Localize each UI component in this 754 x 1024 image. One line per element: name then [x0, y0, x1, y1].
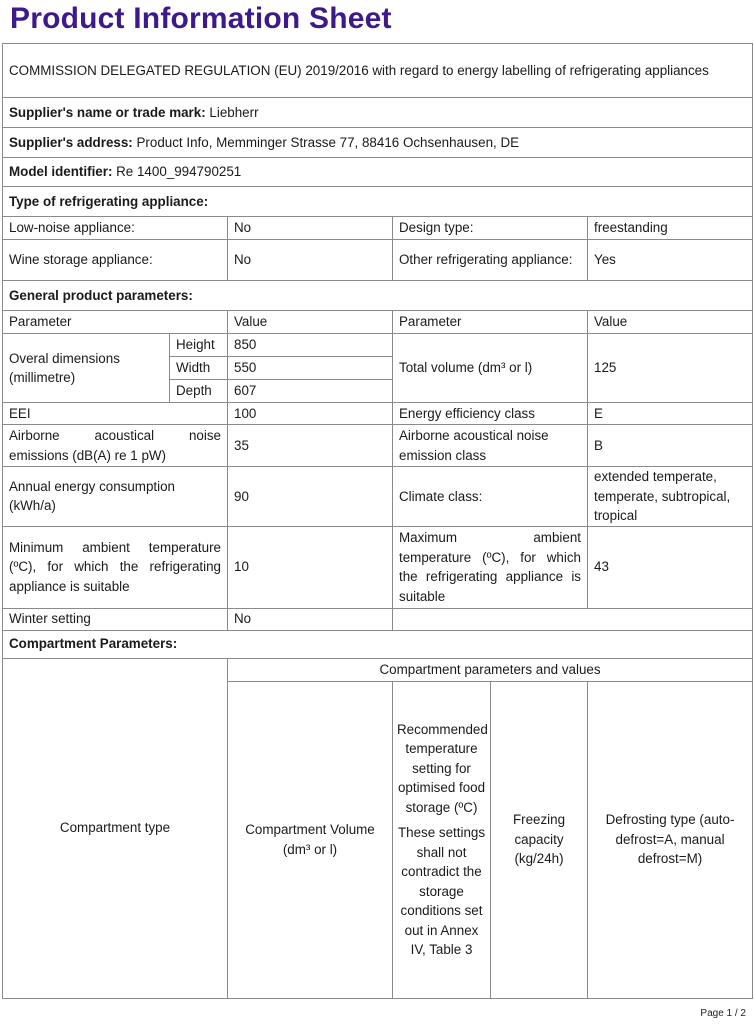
wine-storage-value: No — [228, 240, 393, 281]
width-value: 550 — [228, 357, 393, 380]
height-label: Height — [170, 334, 228, 357]
width-label: Width — [170, 357, 228, 380]
depth-value: 607 — [228, 380, 393, 403]
annual-row — [3, 467, 753, 527]
depth-label: Depth — [170, 380, 228, 403]
low-noise-value: No — [228, 217, 393, 240]
parameter-header: Parameter — [3, 311, 228, 334]
supplier-name-value: Liebherr — [209, 104, 259, 120]
noise-class-label: Airborne acoustical noise emission class — [393, 425, 588, 467]
annual-energy-value: 90 — [228, 467, 393, 527]
supplier-address-label: Supplier's address: — [9, 134, 133, 150]
wine-storage-label: Wine storage appliance: — [3, 240, 228, 281]
other-appliance-label: Other refrigerating appliance: — [393, 240, 588, 281]
value-header-2: Value — [588, 311, 753, 334]
eei-row — [3, 403, 753, 425]
compartment-heading: Compartment Parameters: — [3, 630, 753, 658]
compartment-header-row — [3, 658, 753, 681]
supplier-address-value: Product Info, Memminger Strasse 77, 88416 Ochsenhausen, DE — [136, 134, 520, 150]
freezing-capacity-header: Freezing capacity (kg/24h) — [491, 681, 588, 998]
temperature-row — [3, 526, 753, 608]
value-header: Value — [228, 311, 393, 334]
type-heading-row — [3, 187, 753, 217]
noise-emissions-label: Airborne acoustical noise emissions (dB(A) re 1 pW) — [3, 425, 228, 467]
general-header-row — [3, 311, 753, 334]
page-number: Page 1 / 2 — [700, 1008, 746, 1019]
total-volume-value: 125 — [588, 334, 753, 403]
noise-row — [3, 425, 753, 467]
min-temp-label: Minimum ambient temperature (ºC), for which the refrigerating appliance is suitable — [3, 526, 228, 608]
eei-value: 100 — [228, 403, 393, 425]
parameter-header-2: Parameter — [393, 311, 588, 334]
supplier-name-row — [3, 98, 753, 128]
compartment-params-header: Compartment parameters and values — [228, 658, 753, 681]
max-temp-label: Maximum ambient temperature (ºC), for which the refrigerating appliance is suitable — [393, 526, 588, 608]
compartment-type-header: Compartment type — [3, 658, 228, 998]
model-label: Model identifier: — [9, 164, 113, 180]
winter-empty — [393, 608, 753, 630]
design-type-label: Design type: — [393, 217, 588, 240]
height-value: 850 — [228, 334, 393, 357]
recommended-temp-header: Recommended temperature setting for optimised food storage (ºC) — [397, 721, 488, 815]
regulation-text: COMMISSION DELEGATED REGULATION (EU) 2019/2016 with regard to energy labelling of refrigerating appliances — [3, 44, 753, 98]
product-sheet-table — [2, 43, 753, 999]
design-type-value: freestanding — [588, 217, 753, 240]
compartment-volume-header: Compartment Volume (dm³ or l) — [228, 681, 393, 998]
climate-class-value: extended temperate, temperate, subtropical, tropical — [588, 467, 753, 527]
low-noise-label: Low-noise appliance: — [3, 217, 228, 240]
noise-class-value: B — [588, 425, 753, 467]
other-appliance-value: Yes — [588, 240, 753, 281]
dimension-row-height — [3, 334, 753, 357]
type-row-1 — [3, 217, 753, 240]
supplier-name-label: Supplier's name or trade mark: — [9, 104, 206, 120]
climate-class-label: Climate class: — [393, 467, 588, 527]
max-temp-value: 43 — [588, 526, 753, 608]
type-row-2 — [3, 240, 753, 281]
total-volume-label: Total volume (dm³ or l) — [393, 334, 588, 403]
eei-label: EEI — [3, 403, 228, 425]
supplier-address-row — [3, 128, 753, 158]
type-heading: Type of refrigerating appliance: — [3, 187, 753, 217]
general-heading: General product parameters: — [3, 281, 753, 311]
energy-class-label: Energy efficiency class — [393, 403, 588, 425]
model-value: Re 1400_994790251 — [116, 164, 242, 180]
defrosting-type-header: Defrosting type (auto-defrost=A, manual defrost=M) — [588, 681, 753, 998]
energy-class-value: E — [588, 403, 753, 425]
compartment-heading-row — [3, 630, 753, 658]
general-heading-row — [3, 281, 753, 311]
page-title: Product Information Sheet — [10, 2, 392, 35]
model-row — [3, 158, 753, 187]
winter-setting-value: No — [228, 608, 393, 630]
winter-row — [3, 608, 753, 630]
noise-emissions-value: 35 — [228, 425, 393, 467]
dimensions-label: Overal dimensions (millimetre) — [3, 334, 170, 403]
regulation-row — [3, 44, 753, 98]
min-temp-value: 10 — [228, 526, 393, 608]
annual-energy-label: Annual energy consumption (kWh/a) — [3, 467, 228, 527]
storage-conditions-note: These settings shall not contradict the storage conditions set out in Annex IV, Table 3 — [397, 825, 486, 957]
winter-setting-label: Winter setting — [3, 608, 228, 630]
